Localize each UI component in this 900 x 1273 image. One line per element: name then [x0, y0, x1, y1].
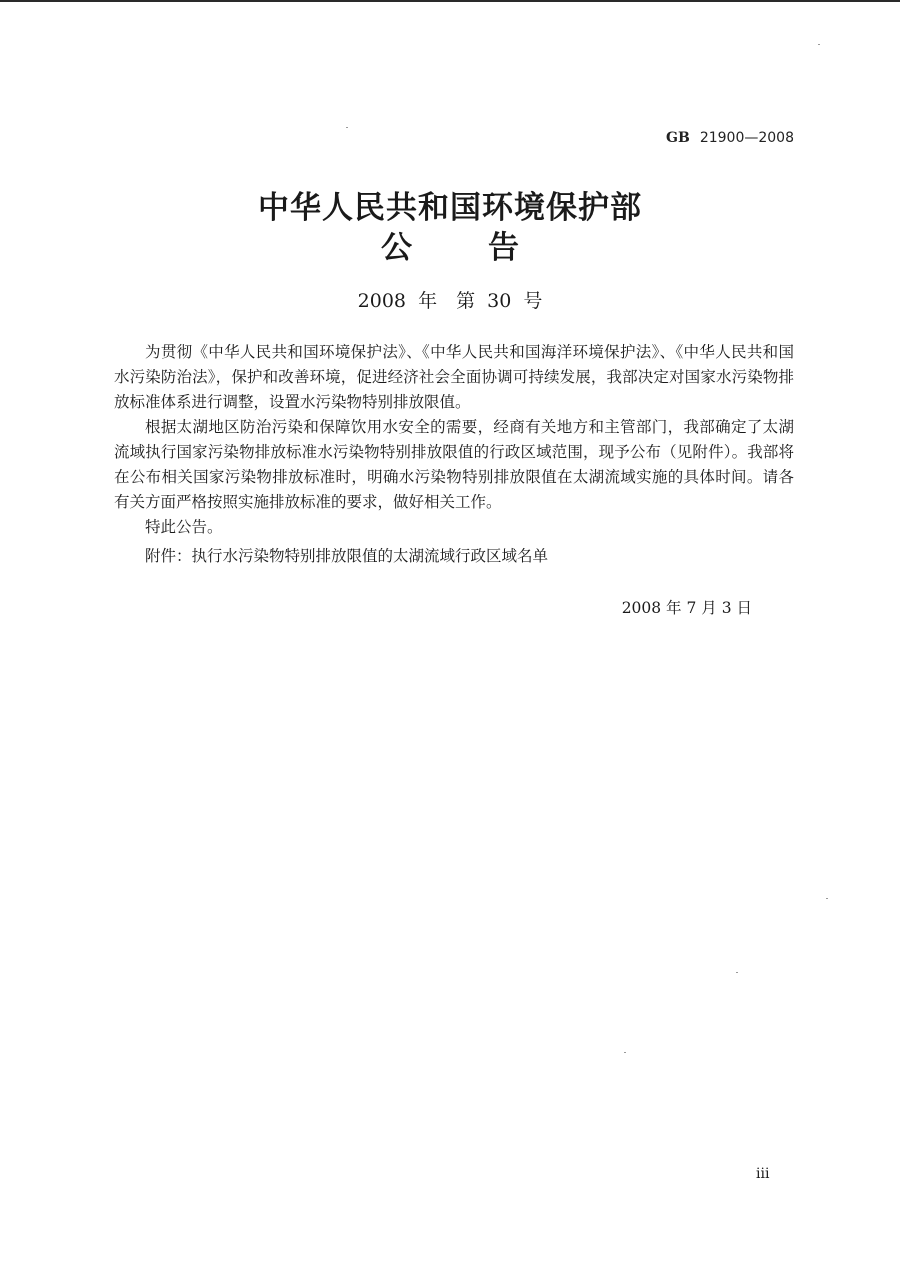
scan-speck [826, 898, 828, 899]
issue-number: 2008 年 第 30 号 [357, 290, 543, 312]
announcement-body [114, 340, 794, 540]
scan-top-edge [0, 0, 900, 2]
paragraph-1: 为贯彻《中华人民共和国环境保护法》、《中华人民共和国海洋环境保护法》、《中华人民共和国水污染防治法》，保护和改善环境，促进经济社会全面协调可持续发展，我部决定对国家水污染物排放标准体系进行调整，设置水污染物特别排放限值。 [114, 343, 794, 411]
standard-number: 21900—2008 [699, 130, 794, 146]
attachment-line: 附件：执行水污染物特别排放限值的太湖流域行政区域名单 [145, 547, 549, 565]
scan-speck [346, 127, 348, 128]
paragraph-3: 特此公告。 [145, 518, 223, 536]
scan-speck [818, 44, 820, 45]
paragraph-2: 根据太湖地区防治污染和保障饮用水安全的需要，经商有关地方和主管部门，我部确定了太湖流域执行国家污染物排放标准水污染物特别排放限值的行政区域范围，现予公布（见附件）。我部将在公布相关国家污染物排放标准时，明确水污染物特别排放限值在太湖流域实施的具体时间。请各有关方面严格按照实施排放标准的要求，做好相关工作。 [114, 418, 794, 511]
page-subtitle: 公告 [381, 230, 595, 266]
standard-prefix: GB [666, 130, 690, 146]
announcement-date: 2008 年 7 月 3 日 [621, 599, 752, 617]
scan-speck [624, 1052, 626, 1053]
standard-code [666, 130, 794, 146]
page-title: 中华人民共和国环境保护部 [258, 190, 642, 226]
page-number: iii [756, 1166, 770, 1182]
scan-speck [736, 972, 738, 973]
